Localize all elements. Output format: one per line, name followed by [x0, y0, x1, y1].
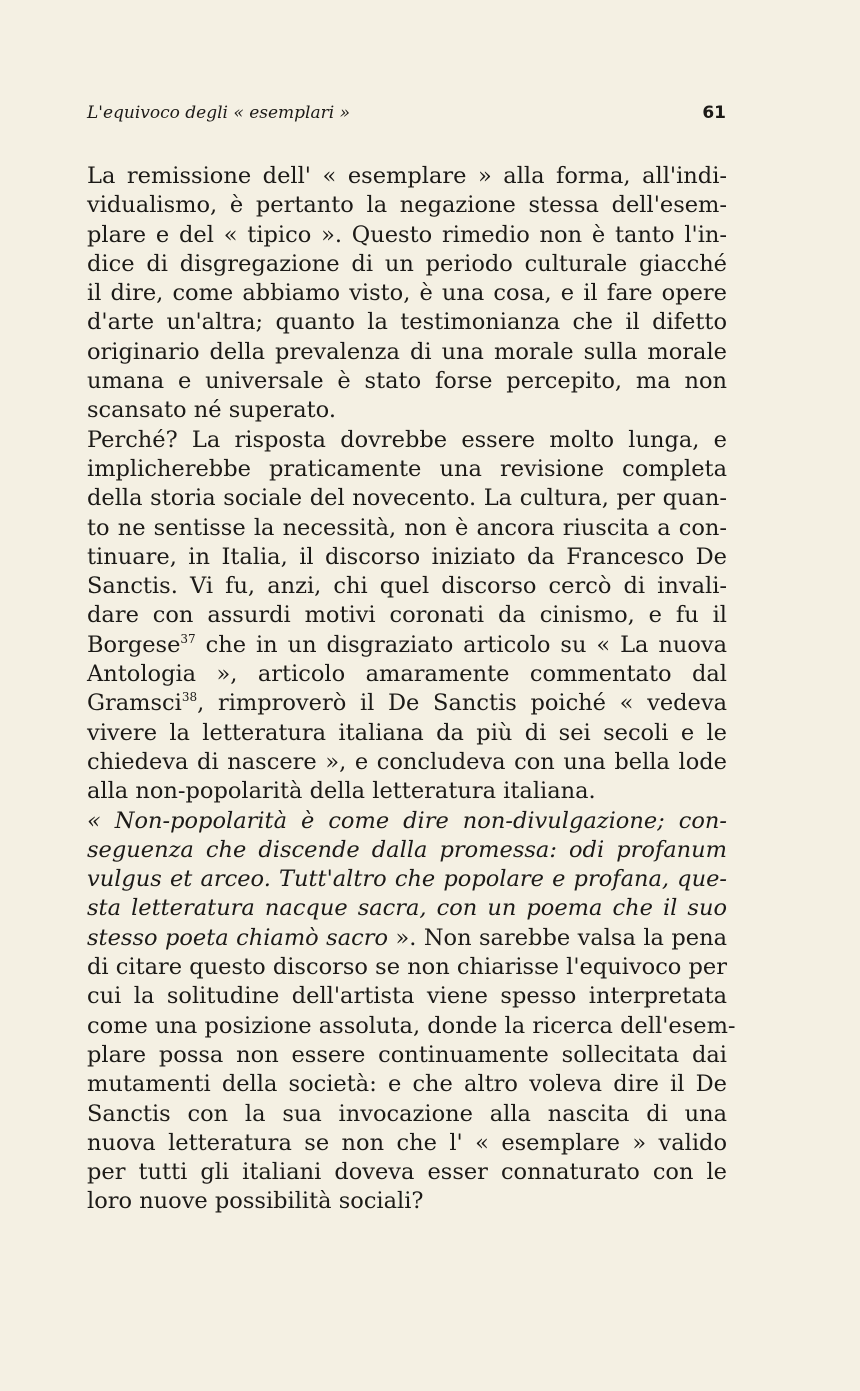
text-line: umana e universale è stato forse percepito, ma non: [87, 368, 727, 395]
footnote-ref-38[interactable]: 38: [181, 690, 198, 705]
text-line: dice di disgregazione di un periodo culturale giacché: [87, 250, 727, 277]
text-line: Antologia », articolo amaramente commentato dal: [87, 661, 727, 688]
text-line: alla non-popolarità della letteratura italiana.: [87, 778, 596, 805]
text-line: [87, 924, 727, 953]
quote-fragment: stesso poeta chiamò sacro: [87, 924, 389, 951]
text-line: implicherebbe praticamente una revisione completa: [87, 455, 727, 482]
text-line: chiedeva di nascere », e concludeva con una bella lode: [87, 748, 727, 775]
text-line: Perché? La risposta dovrebbe essere molto lunga, e: [87, 426, 727, 453]
footnote-ref-37[interactable]: 37: [180, 631, 196, 646]
quote-line: seguenza che discende dalla promessa: odi profanum: [87, 836, 727, 863]
text-line: tinuare, in Italia, il discorso iniziato da Francesco De: [87, 543, 727, 570]
quote-line: « Non-popolarità è come dire non-divulgazione; con-: [87, 807, 727, 834]
text-line: dare con assurdi motivi coronati da cinismo, e fu il: [87, 602, 727, 629]
text-line: La remissione dell' « esemplare » alla forma, all'indi-: [87, 163, 727, 189]
text-line: scansato né superato.: [87, 397, 336, 424]
text-line: Sanctis con la sua invocazione alla nascita di una: [87, 1100, 727, 1127]
text-line: plare possa non essere continuamente sollecitata dai: [87, 1041, 727, 1068]
text-line: cui la solitudine dell'artista viene spesso interpretata: [87, 983, 727, 1010]
text-line: mutamenti della società: e che altro voleva dire il De: [87, 1071, 727, 1098]
text-line: di citare questo discorso se non chiarisse l'equivoco per: [87, 954, 727, 981]
text-line: [87, 689, 727, 718]
text-line: nuova letteratura se non che l' « esemplare » valido: [87, 1129, 727, 1156]
text-line: vidualismo, è pertanto la negazione stessa dell'esem-: [87, 192, 727, 219]
text-line: to ne sentisse la necessità, non è ancora riuscita a con-: [87, 514, 727, 541]
text-line: plare e del « tipico ». Questo rimedio non è tanto l'in-: [87, 221, 727, 248]
text-line: il dire, come abbiamo visto, è una cosa, e il fare opere: [87, 280, 727, 307]
body-text: [87, 162, 736, 1217]
text-line: d'arte un'altra; quanto la testimonianza che il difetto: [87, 309, 727, 336]
text-line: originario della prevalenza di una morale sulla morale: [87, 338, 727, 365]
text-line: vivere la letteratura italiana da più di sei secoli e le: [87, 719, 727, 746]
text-line: loro nuove possibilità sociali?: [87, 1188, 424, 1215]
quote-line: vulgus et arceo. Tutt'altro che popolare e profana, que-: [87, 866, 727, 893]
text-line: della storia sociale del novecento. La cultura, per quan-: [87, 485, 727, 512]
page-number: 61: [702, 103, 726, 123]
quote-line: sta letteratura nacque sacra, con un poema che il suo: [87, 895, 727, 922]
text-fragment: che in un disgraziato articolo su « La nuova: [195, 631, 727, 658]
text-fragment: Gramsci: [87, 690, 182, 717]
text-line: Sanctis. Vi fu, anzi, chi quel discorso cercò di invali-: [87, 573, 727, 600]
text-line: [87, 631, 727, 660]
text-line: come una posizione assoluta, donde la ricerca dell'esem-: [87, 1012, 736, 1039]
running-head: L'equivoco degli « esemplari »: [87, 103, 350, 123]
text-fragment: , rimproverò il De Sanctis poiché « vedeva: [197, 690, 727, 717]
text-fragment: ». Non sarebbe valsa la pena: [388, 924, 728, 951]
text-line: per tutti gli italiani doveva esser connaturato con le: [87, 1159, 727, 1186]
text-fragment: Borgese: [87, 631, 181, 658]
